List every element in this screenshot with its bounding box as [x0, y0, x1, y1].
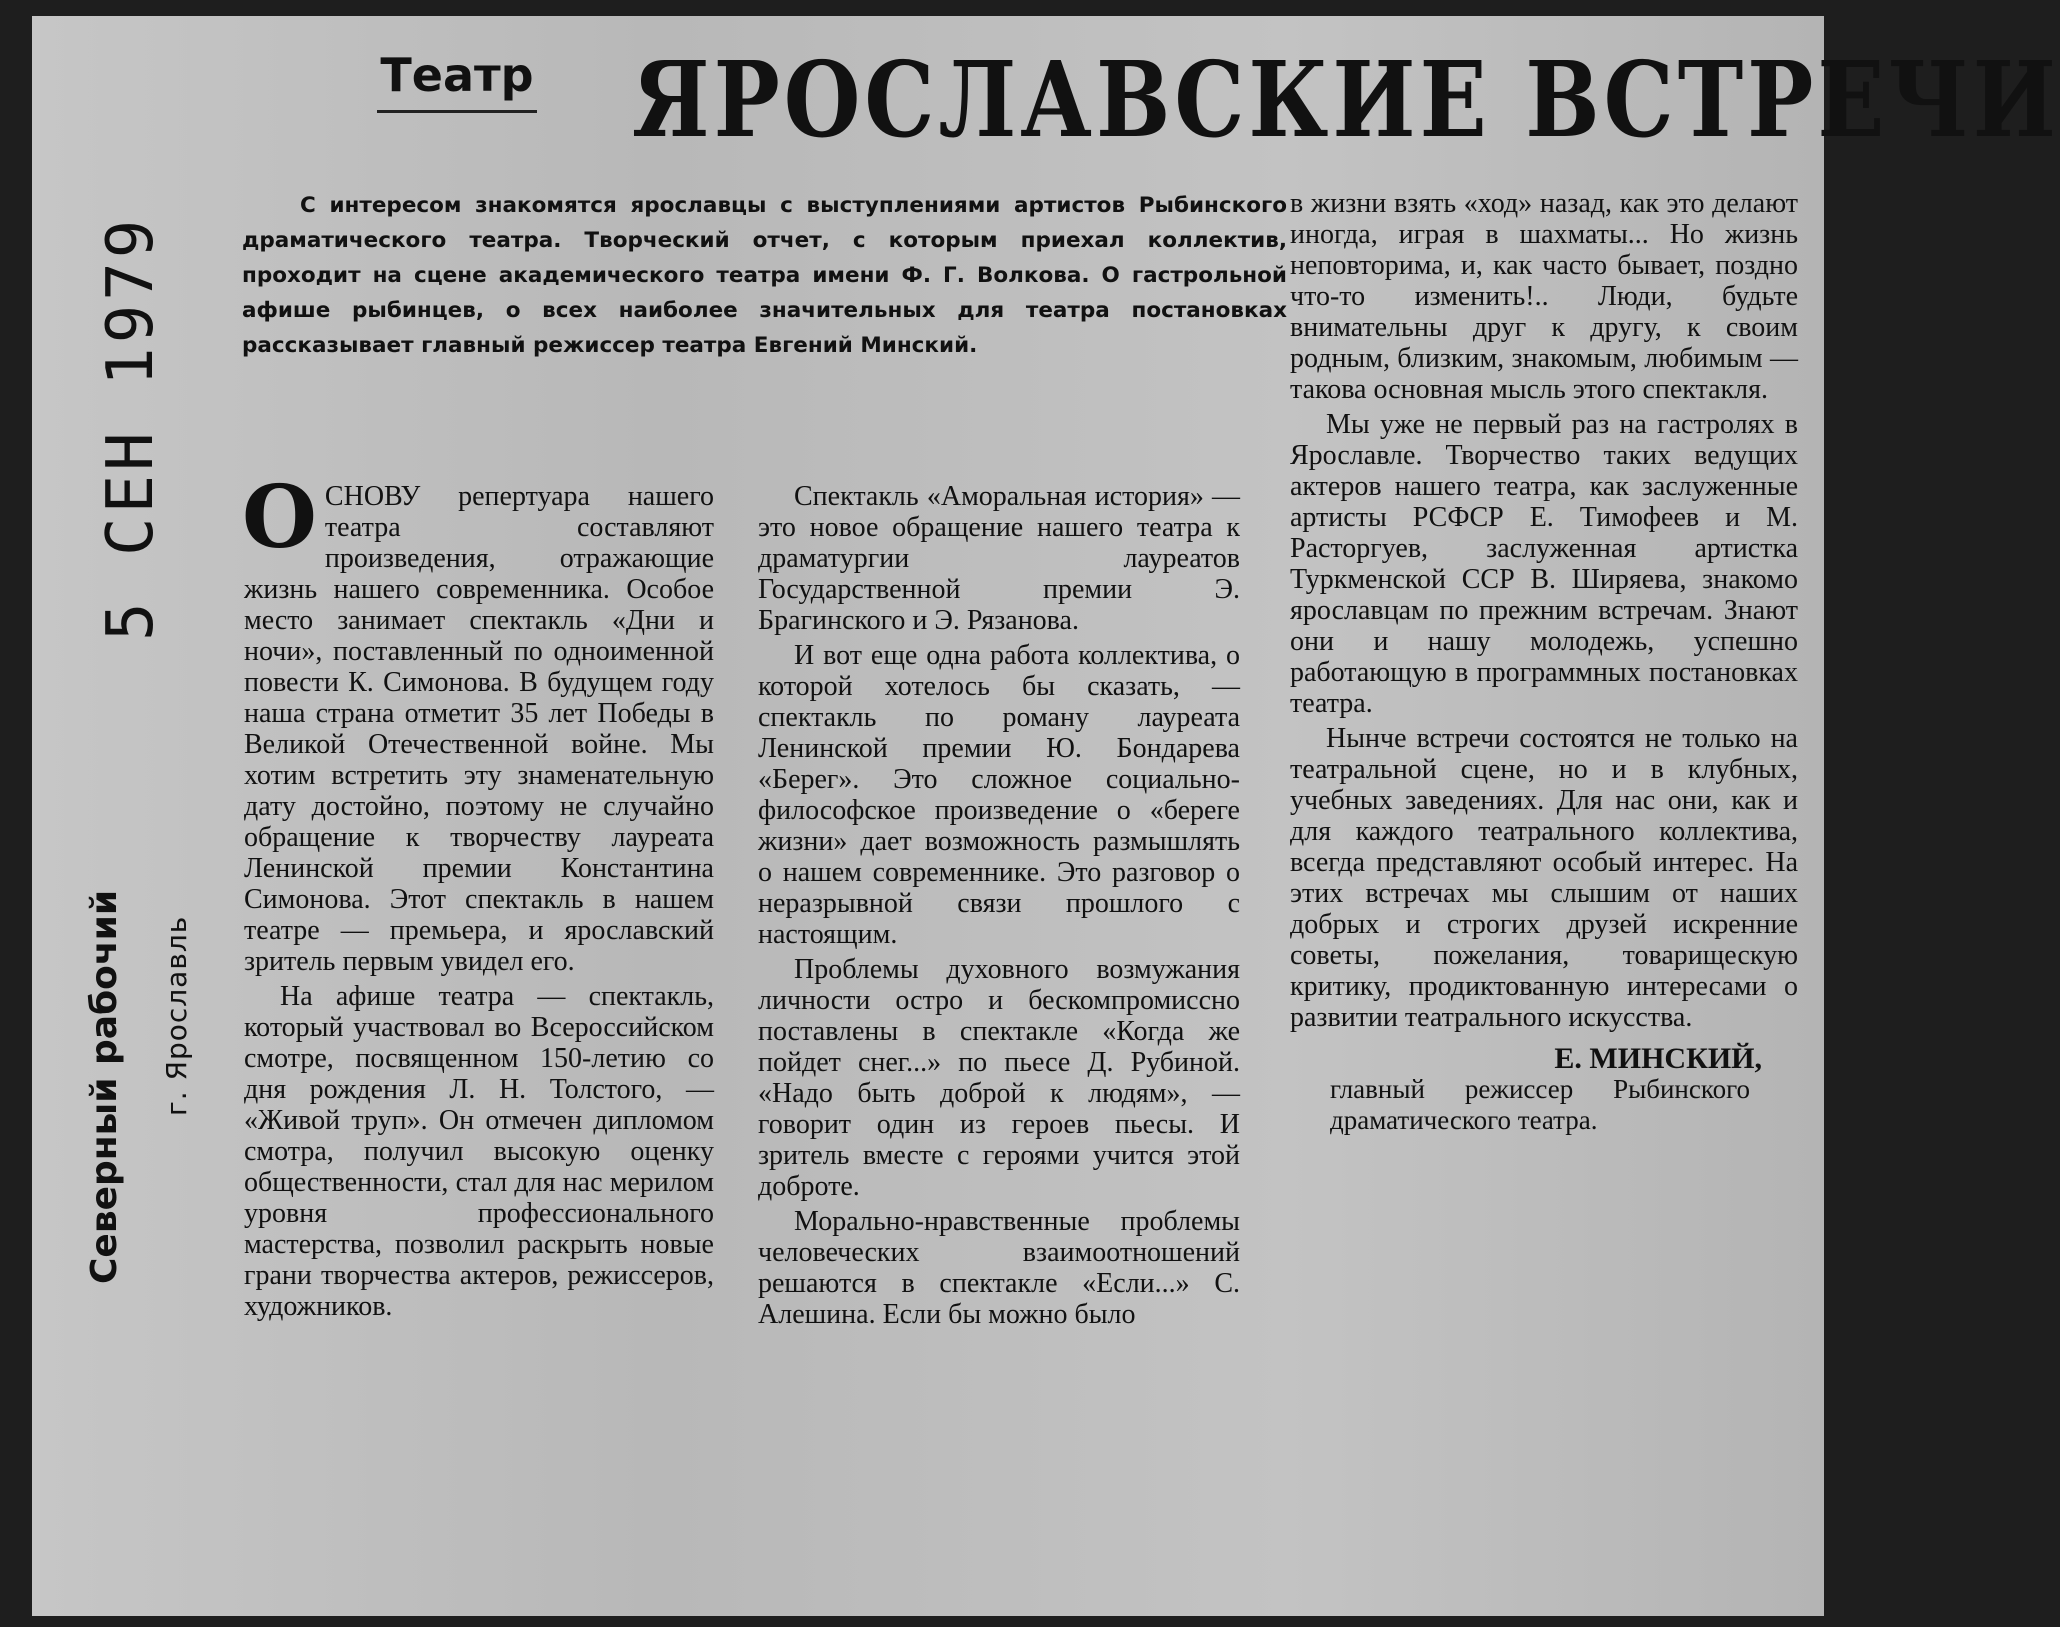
author-role: главный режиссер Рыбинского драматического театра.	[1330, 1074, 1750, 1135]
newspaper-clipping	[32, 16, 2060, 1616]
paragraph-text: СНОВУ репертуара нашего театра составляют произведения, отражающие жизнь нашего современника. Особое место занимает спектакль «Дни и ночи», поставленный по одноименной повести К. Симонова. В будущем году наша страна отметит 35 лет Победы в Великой Отечественной войне. Мы хотим встретить эту знаменательную дату достойно, поэтому не случайно обращение к творчеству лауреата Ленинской премии Константина Симонова. Этот спектакль в нашем театре — премьера, и ярославский зритель первым увидел его.	[244, 481, 714, 977]
paragraph: Мы уже не первый раз на гастролях в Ярославле. Творчество таких ведущих актеров нашего театра, как заслуженные артисты РСФСР Е. Тимофеев и М. Расторгуев, заслуженная артистка Туркменской ССР В. Ширяева, знакомо ярославцам по прежним встречам. Знают они и нашу молодежь, успешно работающую в программных постановках театра.	[1290, 409, 1798, 719]
paragraph: Нынче встречи состоятся не только на театральной сцене, но и в клубных, учебных заведениях. Для нас они, как и для каждого театрального коллектива, всегда представляют особый интерес. На этих встречах мы слышим от наших добрых и строгих друзей искренние советы, пожелания, товарищескую критику, продиктованную интересами о развитии театрального искусства.	[1290, 723, 1798, 1033]
article-column-1	[242, 467, 714, 1326]
paragraph: И вот еще одна работа коллектива, о которой хотелось бы сказать, — спектакль по роману лауреата Ленинской премии Ю. Бондарева «Берег». Это сложное социально-философское произведение о «береге жизни» дает возможность размышлять о нашем современнике. Это разговор о неразрывной связи прошлого с настоящим.	[758, 640, 1240, 950]
paragraph	[242, 467, 714, 977]
rubric-label: Театр	[377, 48, 537, 113]
article-column-2	[758, 481, 1240, 1334]
lead-paragraph: С интересом знакомятся ярославцы с выступлениями артистов Рыбинского драматического театра. Творческий отчет, с которым приехал коллектив, проходит на сцене академического театра имени Ф. Г. Волкова. О гастрольной афише рыбинцев, о всех наиболее значительных для театра постановках рассказывает главный режиссер театра Евгений Минский.	[242, 193, 1287, 358]
date-stamp: 5 СЕН 1979	[94, 215, 168, 641]
paragraph: Проблемы духовного возмужания личности остро и бескомпромиссно поставлены в спектакле «Когда же пойдет снег...» по пьесе Д. Рубиной. «Надо быть доброй к людям», — говорит один из героев пьесы. И зритель вместе с героями учится этой доброте.	[758, 954, 1240, 1202]
page-title: ЯРОСЛАВСКИЕ ВСТРЕЧИ	[632, 38, 2060, 161]
paragraph: На афише театра — спектакль, который участвовал во Всероссийском смотре, посвященном 150-летию со дня рождения Л. Н. Толстого, — «Живой труп». Он отмечен дипломом смотра, получил высокую оценку общественности, стал для нас мерилом уровня профессионального мастерства, позволил раскрыть новые грани творчества актеров, режиссеров, художников.	[244, 981, 714, 1322]
paragraph: Морально-нравственные проблемы человеческих взаимоотношений решаются в спектакле «Если...» С. Алешина. Если бы можно было	[758, 1206, 1240, 1330]
article-column-3	[1290, 188, 1798, 1136]
newspaper-name: Северный рабочий	[84, 889, 125, 1284]
paragraph: в жизни взять «ход» назад, как это делают иногда, играя в шахматы... Но жизнь неповторима, и, как часто бывает, поздно что-то изменить!.. Люди, будьте внимательны друг к другу, к своим родным, близким, знакомым, любимым — такова основная мысль этого спектакля.	[1290, 188, 1798, 405]
paragraph: Спектакль «Аморальная история» — это новое обращение нашего театра к драматургии лауреатов Государственной премии Э. Брагинского и Э. Рязанова.	[758, 481, 1240, 636]
author-name: Е. МИНСКИЙ,	[1554, 1042, 1762, 1075]
newspaper-city: г. Ярославль	[160, 915, 193, 1116]
drop-cap: О	[242, 467, 317, 568]
